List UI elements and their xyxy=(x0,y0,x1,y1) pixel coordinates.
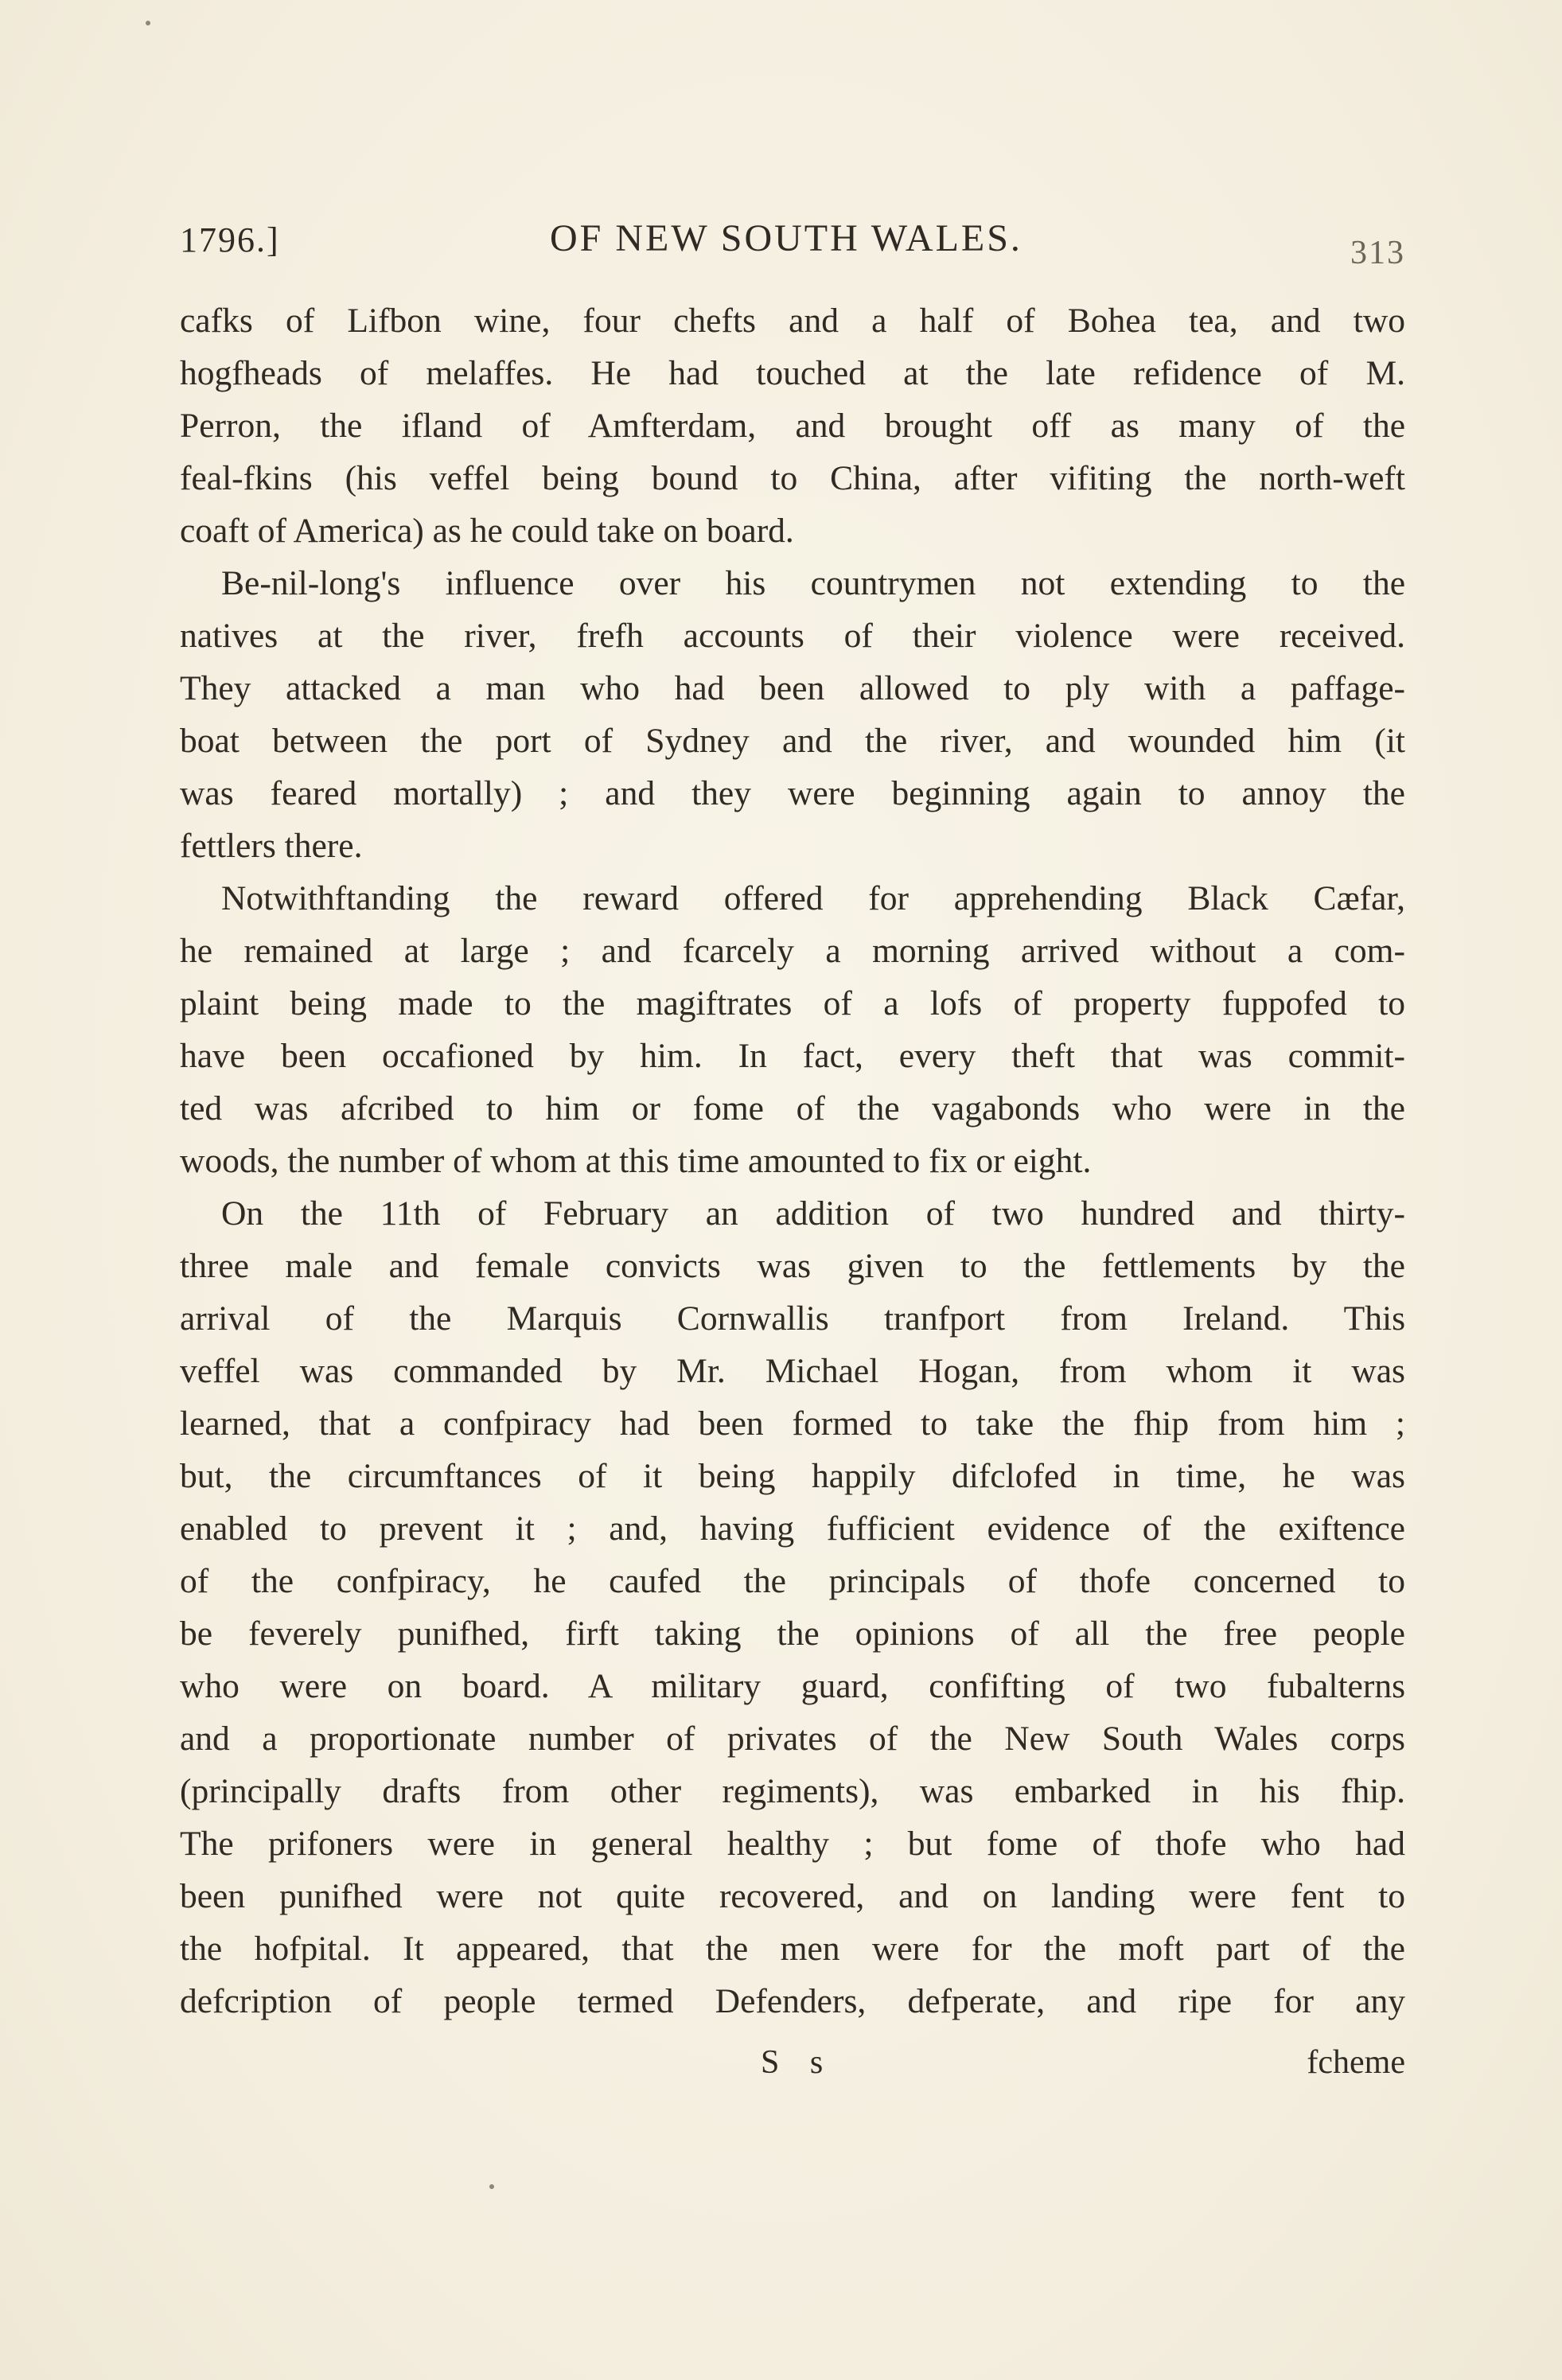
text-line: On the 11th of February an addition of two hundred and thirty- xyxy=(221,1194,1405,1233)
text-line: Notwithftanding the reward offered for apprehending Black Cæfar, xyxy=(221,879,1405,917)
text-line: The prifoners were in general healthy ; but fome of thofe who had xyxy=(180,1825,1405,1863)
text-line: have been occafioned by him. In fact, every theft that was commit- xyxy=(180,1037,1405,1075)
text-line: was feared mortally) ; and they were beginning again to annoy the xyxy=(180,774,1405,812)
text-line: he remained at large ; and fcarcely a morning arrived without a com- xyxy=(180,932,1405,970)
text-line: of the confpiracy, he caufed the principals of thofe concerned to xyxy=(180,1562,1405,1600)
text-line: ted was afcribed to him or fome of the vagabonds who were in the xyxy=(180,1089,1405,1128)
text-line: woods, the number of whom at this time amounted to fix or eight. xyxy=(180,1142,1092,1180)
text-line: learned, that a confpiracy had been formed to take the fhip from him ; xyxy=(180,1404,1405,1443)
text-line: plaint being made to the magiftrates of a lofs of property fuppofed to xyxy=(180,984,1405,1023)
text-line: boat between the port of Sydney and the river, and wounded him (it xyxy=(180,722,1405,760)
text-line: three male and female convicts was given to the fettlements by the xyxy=(180,1247,1405,1285)
header-year: 1796.] xyxy=(180,220,280,259)
text-line: veffel was commanded by Mr. Michael Hogan, from whom it was xyxy=(180,1352,1405,1390)
text-line: but, the circumftances of it being happily difclofed in time, he was xyxy=(180,1457,1405,1495)
page-number: 313 xyxy=(1350,235,1405,271)
text-line: been punifhed were not quite recovered, and on landing were fent to xyxy=(180,1877,1405,1915)
text-line: coaft of America) as he could take on board. xyxy=(180,512,794,550)
text-line: the hofpital. It appeared, that the men were for the moft part of the xyxy=(180,1930,1405,1968)
body-text xyxy=(180,294,1405,2027)
paper-speck xyxy=(146,21,150,25)
running-head xyxy=(180,216,1405,272)
page-footer xyxy=(180,2043,1405,2091)
text-line: who were on board. A military guard, confifting of two fubalterns xyxy=(180,1667,1405,1705)
text-line: and a proportionate number of privates of the New South Wales corps xyxy=(180,1720,1405,1758)
catchword: fcheme xyxy=(1307,2044,1405,2081)
text-line: arrival of the Marquis Cornwallis tranfport from Ireland. This xyxy=(180,1299,1405,1338)
text-line: be feverely punifhed, firft taking the opinions of all the free people xyxy=(180,1615,1405,1653)
header-title: OF NEW SOUTH WALES. xyxy=(550,217,1023,259)
text-line: natives at the river, frefh accounts of their violence were received. xyxy=(180,617,1405,655)
paper-speck xyxy=(489,2184,494,2189)
text-line: Perron, the ifland of Amfterdam, and brought off as many of the xyxy=(180,407,1405,445)
text-line: fettlers there. xyxy=(180,827,363,865)
text-line: feal-fkins (his veffel being bound to China, after vifiting the north-weft xyxy=(180,459,1405,497)
text-line: hogfheads of melaffes. He had touched at the late refidence of M. xyxy=(180,354,1405,392)
signature-mark: S s xyxy=(761,2044,835,2081)
text-line: defcription of people termed Defenders, defperate, and ripe for any xyxy=(180,1982,1405,2020)
text-line: cafks of Lifbon wine, four chefts and a half of Bohea tea, and two xyxy=(180,302,1405,340)
text-line: (principally drafts from other regiments), was embarked in his fhip. xyxy=(180,1772,1405,1810)
text-line: Be-nil-long's influence over his countrymen not extending to the xyxy=(221,564,1405,602)
text-line: enabled to prevent it ; and, having fufficient evidence of the exiftence xyxy=(180,1509,1405,1548)
text-line: They attacked a man who had been allowed to ply with a paffage- xyxy=(180,669,1405,707)
